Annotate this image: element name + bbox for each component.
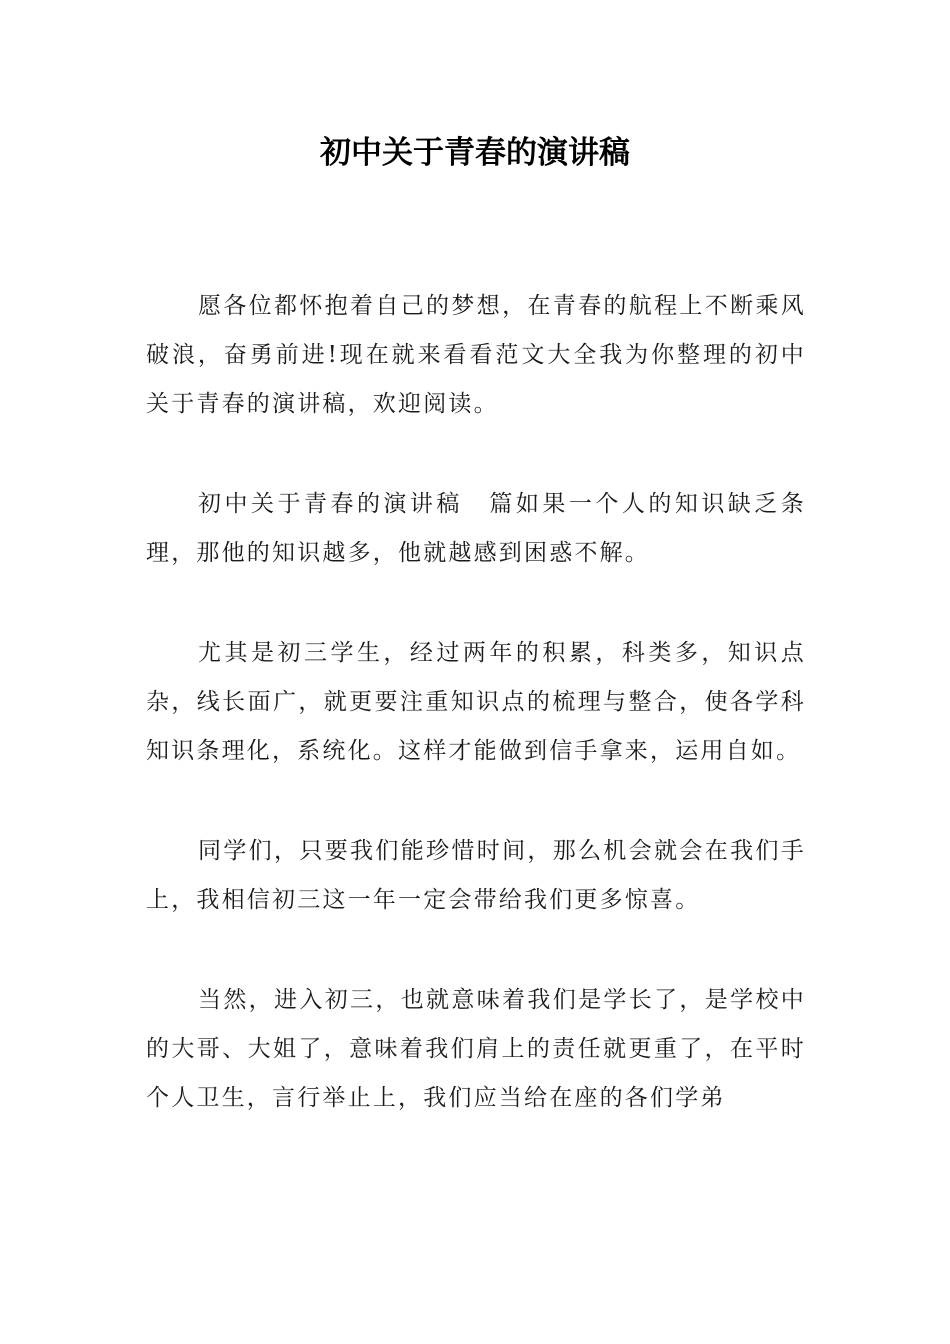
paragraph: 尤其是初三学生，经过两年的积累，科类多，知识点杂，线长面广，就更要注重知识点的梳理与整合，使各学科知识条理化，系统化。这样才能做到信手拿来，运用自如。: [146, 640, 806, 764]
document-title: 初中关于青春的演讲稿: [320, 135, 630, 171]
paragraph: 愿各位都怀抱着自己的梦想，在青春的航程上不断乘风破浪，奋勇前进!现在就来看看范文大全我为你整理的初中关于青春的演讲稿，欢迎阅读。: [146, 293, 806, 417]
paragraph: 当然，进入初三，也就意味着我们是学长了，是学校中的大哥、大姐了，意味着我们肩上的责任就更重了，在平时个人卫生，言行举止上，我们应当给在座的各们学弟: [146, 987, 806, 1111]
paragraph: 初中关于青春的演讲稿 篇如果一个人的知识缺乏条理，那他的知识越多，他就越感到困惑不解。: [146, 491, 806, 566]
paragraph: 同学们，只要我们能珍惜时间，那么机会就会在我们手上，我相信初三这一年一定会带给我们更多惊喜。: [146, 838, 806, 913]
document-body: [146, 282, 806, 1174]
